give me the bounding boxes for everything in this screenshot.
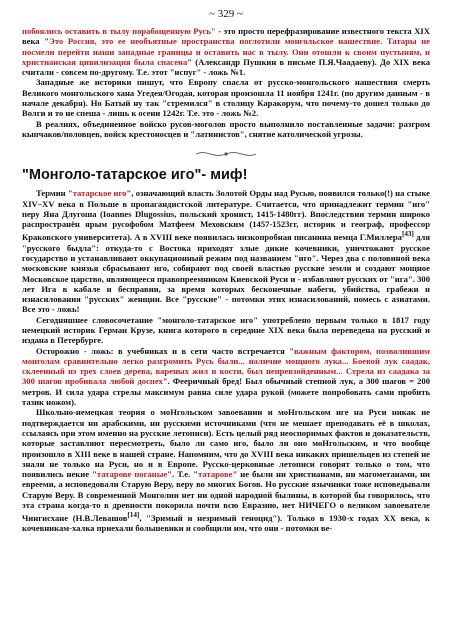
school-text-f: , "Зримый и незримый геноцид"). Только в 1930-х годах XX века, к кочевникам-халка приехали большевики и сообщили им, что они - потомки ве-	[22, 513, 431, 534]
paragraph-school-theory	[22, 407, 430, 533]
school-highlight-1: татарове поганые	[96, 469, 168, 480]
intro-paragraph	[22, 26, 430, 77]
page-number: ~ 329 ~	[209, 8, 243, 20]
paragraph-west-historians: Западные же историки пишут, что Европу спасла от русско-монгольского нашествия смерть Великого монгольского хана Угедея/Огодая, которая произошла 11 ноября 1241г. (по другим данным - в начале декабря). Но Батый ну так "стремился" в столицу Каракорум, что почему-то дошел только до Волги и то не спеша - лишь к осени 1242г. Т.е. это - ложь №2.	[22, 77, 430, 119]
school-text-e: " не были ни христианами, ни магометанами, ни еврееми, а исповедовали Старую Веру, веру во многих Богов. Но русские язычники тоже исповедывали Старую Веру. В современной Монголии нет ни одной народной былины, в которой бы говорилось, что эта страна когда-то в древности покорила почти всю Евразию, нет НИЧЕГО о великом завоевателе Чингисхане (Н.В.Левашов	[22, 469, 430, 524]
footnote-ref[interactable]: [43]	[401, 230, 414, 239]
careful-text-c: ". Фееричный бред! Был обычный степной лук, а 300 шагов = 200 метров. И сила удара стрелы максимум равна силе удара рукой (можете попробовать сами пробить тазик ножом).	[22, 376, 431, 408]
school-text-a: Школьно-немецкая теория о моНгольском завоевании и моНгольском иге на Руси никак не подтверждается ни арабскими, ни русскими источниками (что не мешает преподавать её в школах, ссылаясь при этом именно на русские летописи). Есть целый ряд неоспоримых фактов и доказательств, которые заставляют пересмотреть, было ли само иго, было ли оно моНгольским, и что вообще произошло в XIII веке в нашей стране. Напомним, что до XVIII века никаких пришельцев из степей не знали не только на Руси, но и в Европе. Русско-церковные летописи говорят только о том, что появились некие "	[22, 407, 430, 480]
paragraph-careful	[22, 346, 430, 408]
school-text-c: ". Т.е. "	[167, 469, 199, 480]
intro-text: - это просто перефразирование известного текста XIX века "	[22, 26, 430, 47]
paragraph-term-origin	[22, 188, 430, 314]
intro-red-text: побоялись оставить в тылу порабощенную Русь"	[22, 26, 216, 36]
term-highlight: татарское иго	[72, 188, 127, 199]
term-text-c: ", означающий власть Золотой Орды над Русью, появился только(!) на стыке XIV–XV века в Польше в пропагандистской литературе. Считается, что принадлежит термин "иго" перу Яна Длугоша (Ioannes Dlugossius, польский хронист, 1415-1480гг). Впоследствии термин широко распространён ярым русофобом Матфеем Меховским (1457-1523гг, историк и географ, профессор Краковского университета). А в XVIII веке появилась низкопробная писанина немца Г.Миллера	[22, 188, 430, 243]
term-text-d: для "русского быдла": откуда-то с Востока приходят злые дикие кочевники, уничтожают русское государство и устанавливают оккупационный режим под названием "иго". Через два с половиной века московские князья сбрасывают иго, собирают под своей властью русские земли и создают мощное Московское царство, являющееся правопреемником Киевской Руси и - избавляют русских от "ига". 300 лет Ига в кабале и бесправии, за время которых бесконечные набеги, убийства, грабежи и изнасилования "русских" женщин. Все "русские" - потомки этих изнасилований, помесь с азиатами. Все это - ложь!	[22, 232, 430, 315]
careful-text-a: Осторожно - ложь: в учебниках и в сети часто встречается "	[36, 345, 294, 356]
paragraph-1817: Сегодняшнее словосочетание "монголо-татарское иго" употреблено первым только в 1817 году немецкий историк Герман Крузе, книга которого в середине XIX века была переведена на русский и издана в Петербурге.	[22, 314, 430, 346]
paragraph-reality: В реалиях, объединенное войско русов-моголов просто выполнило поставленные задачи: разгром кыпчаков/половцев, войск крестоносцев и "латинистов", снятие католической угрозы.	[22, 118, 430, 139]
term-text-a: Термин "	[36, 188, 73, 199]
section-title: "Монголо-татарское иго"- миф!	[22, 167, 248, 184]
school-highlight-2: татарове	[198, 469, 233, 480]
pushkin-quote: Это Россия, это ее необъятные пространства поглотили монгольское нашествие. Татары не посмели перейти наши западные границы и оставить нас в тылу. Они отошли к своим пустыням, и христианская цивилизация была спасена	[22, 36, 430, 67]
intro-tail: " (Александр Пушкин в письме П.Я.Чаадаеву). До XIX века считали - совсем по-другому. Т.е. этот "испуг" - ложь №1.	[22, 56, 430, 78]
careful-quote: важным фактором, позволившим монголам сравнительно легко разгромить Русь были... наличие мощного лука... Боевой лук саадак, склеенный из трех слоев дерева, вареных жил и кости, был непревзойденным... Стрела из саадака за 300 шагов пробивала любой доспех	[22, 345, 430, 387]
footnote-ref-2[interactable]: [14]	[127, 511, 140, 520]
ornament-divider-icon	[194, 147, 258, 161]
